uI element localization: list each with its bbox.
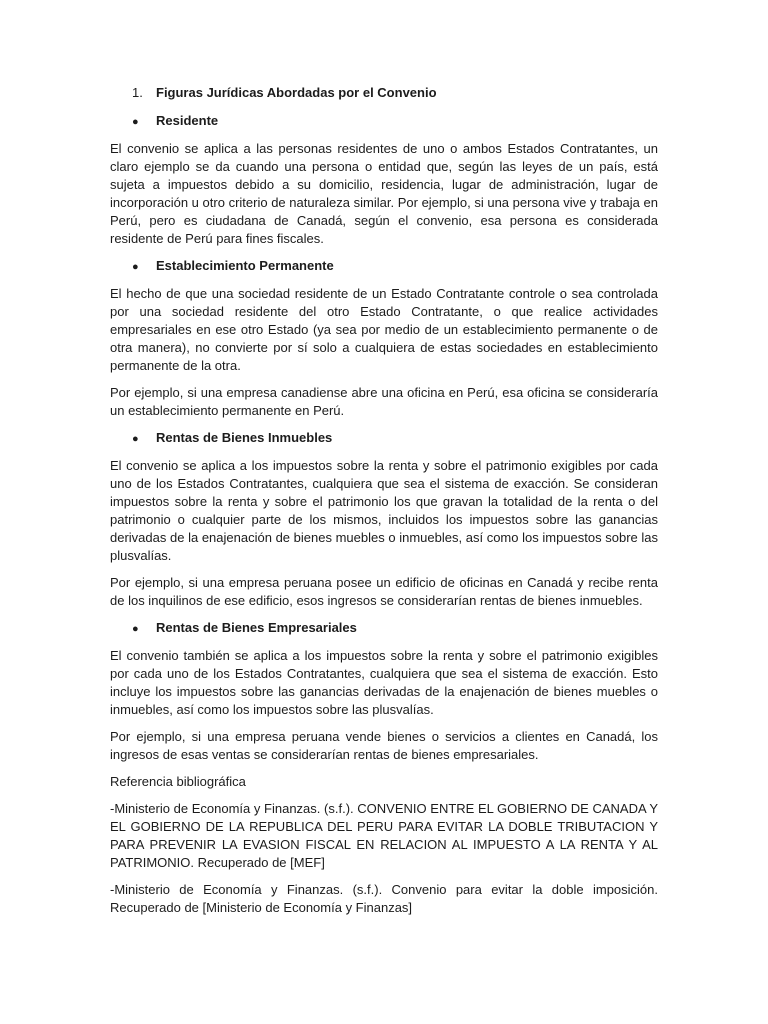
bullet-icon: ● [132,116,139,128]
bullet-icon: ● [132,261,139,273]
paragraph-establecimiento-1: El hecho de que una sociedad residente de un Estado Contratante controle o sea controlada por una sociedad residente del otro Estado Contratante, o que realice actividades empresariales en ese otro Estado (ya sea por medio de un establecimiento permanente o de otra manera), no convierte por sí solo a cualquiera de estas sociedades en establecimiento permanente de la otra. [110,286,658,373]
bullet-heading-inmuebles [110,429,658,448]
document-page [110,84,658,926]
reference-item: -Ministerio de Economía y Finanzas. (s.f.). CONVENIO ENTRE EL GOBIERNO DE CANADA Y EL GOBIERNO DE LA REPUBLICA DEL PERU PARA EVITAR LA DOBLE TRIBUTACION Y PARA PREVENIR LA EVASION FISCAL EN RELACION AL IMPUESTO A LA RENTA Y AL PATRIMONIO. Recuperado de [MEF] [110,801,658,870]
paragraph-empresariales-2: Por ejemplo, si una empresa peruana vende bienes o servicios a clientes en Canadá, los ingresos de esas ventas se considerarían rentas de bienes empresariales. [110,729,658,762]
bullet-heading-establecimiento [110,257,658,276]
heading-inmuebles: Rentas de Bienes Inmuebles [156,430,333,445]
section-title: Figuras Jurídicas Abordadas por el Convenio [156,85,437,100]
bullet-heading-residente [110,112,658,131]
references-heading: Referencia bibliográfica [110,774,246,789]
paragraph-inmuebles-1: El convenio se aplica a los impuestos sobre la renta y sobre el patrimonio exigibles por cada uno de los Estados Contratantes, cualquiera que sea el sistema de exacción. Se consideran impuestos sobre la renta y sobre el patrimonio los que gravan la totalidad de la renta o del patrimonio o cualquier parte de los mismos, incluidos los impuestos sobre las ganancias derivadas de la enajenación de bienes muebles o inmuebles, así como los impuestos sobre las plusvalías. [110,458,658,563]
bullet-icon: ● [132,623,139,635]
heading-establecimiento: Establecimiento Permanente [156,258,334,273]
section-heading [110,84,658,102]
bullet-heading-empresariales [110,619,658,638]
reference-item: -Ministerio de Economía y Finanzas. (s.f.). Convenio para evitar la doble imposición. Recuperado de [Ministerio de Economía y Finanzas] [110,882,658,915]
heading-residente: Residente [156,113,219,128]
paragraph-empresariales-1: El convenio también se aplica a los impuestos sobre la renta y sobre el patrimonio exigibles por cada uno de los Estados Contratantes, cualquiera que sea el sistema de exacción. Esto incluye los impuestos sobre las ganancias derivadas de la enajenación de bienes muebles o inmuebles, así como los impuestos sobre las plusvalías. [110,648,658,717]
paragraph-residente: El convenio se aplica a las personas residentes de uno o ambos Estados Contratantes, un claro ejemplo se da cuando una persona o entidad que, según las leyes de un país, está sujeta a impuestos debido a su domicilio, residencia, lugar de administración, lugar de incorporación u otro criterio de naturaleza similar. Por ejemplo, si una persona vive y trabaja en Perú, pero es ciudadana de Canadá, según el convenio, esa persona es considerada residente de Perú para fines fiscales. [110,141,658,246]
bullet-icon: ● [132,433,139,445]
heading-empresariales: Rentas de Bienes Empresariales [156,620,357,635]
paragraph-establecimiento-2: Por ejemplo, si una empresa canadiense abre una oficina en Perú, esa oficina se consideraría un establecimiento permanente en Perú. [110,385,658,418]
section-number: 1. [132,85,143,100]
paragraph-inmuebles-2: Por ejemplo, si una empresa peruana posee un edificio de oficinas en Canadá y recibe renta de los inquilinos de ese edificio, esos ingresos se considerarían rentas de bienes inmuebles. [110,575,658,608]
